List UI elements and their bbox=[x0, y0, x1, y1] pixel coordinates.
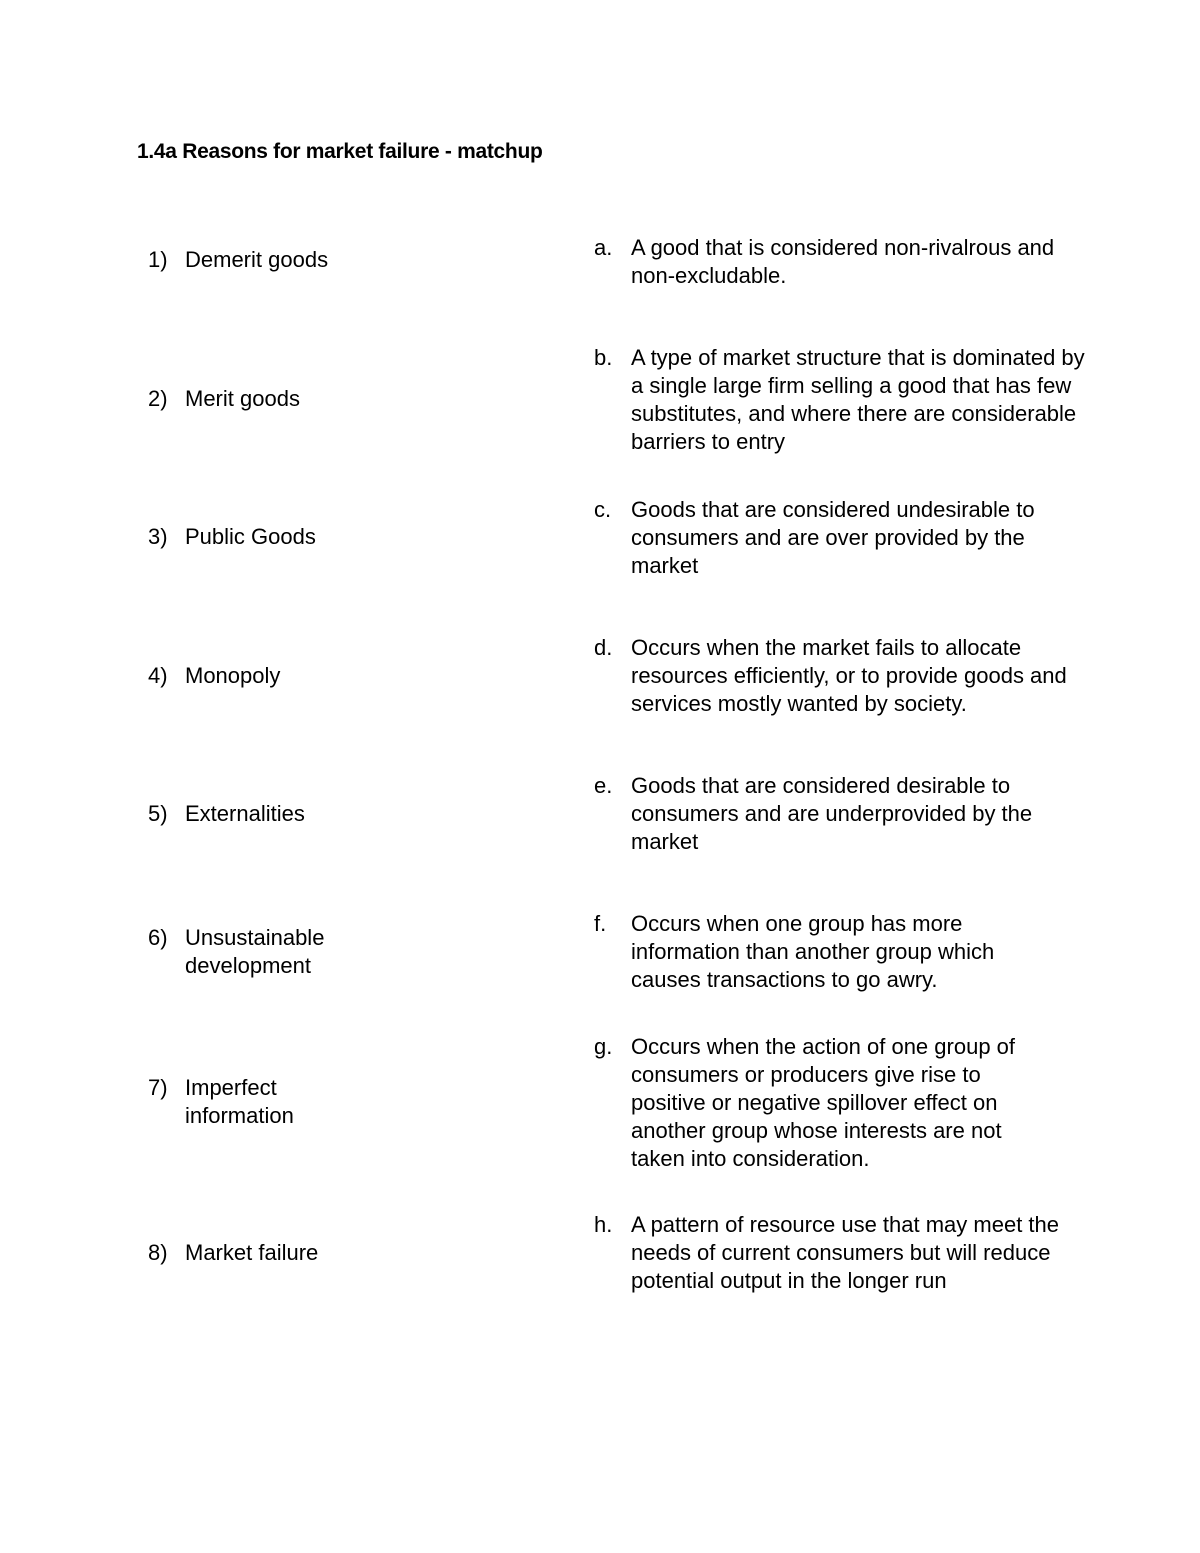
definition-letter: h. bbox=[594, 1212, 613, 1237]
term-text: Imperfect information bbox=[185, 1075, 294, 1128]
definition-letter: d. bbox=[594, 635, 613, 660]
term-item-7 bbox=[148, 1074, 325, 1130]
term-item-1 bbox=[148, 246, 385, 274]
term-text: Externalities bbox=[185, 801, 305, 826]
definition-text: Occurs when one group has more information than another group which causes transactions to go awry. bbox=[631, 911, 995, 992]
term-text: Demerit goods bbox=[185, 247, 329, 272]
term-text: Merit goods bbox=[185, 386, 300, 411]
page-title: 1.4a Reasons for market failure - matchup bbox=[137, 140, 543, 163]
definition-letter: a. bbox=[594, 235, 613, 260]
term-number: 6) bbox=[148, 925, 168, 950]
definition-item-f bbox=[594, 910, 1051, 994]
definition-letter: g. bbox=[594, 1034, 613, 1059]
definition-item-b bbox=[594, 344, 1091, 456]
definition-text: A pattern of resource use that may meet the needs of current consumers but will reduce potential output in the longer run bbox=[631, 1212, 1060, 1293]
definition-text: Goods that are considered desirable to consumers and are underprovided by the market bbox=[631, 773, 1033, 854]
term-text: Unsustainable development bbox=[185, 925, 325, 978]
definition-item-h bbox=[594, 1211, 1061, 1295]
term-number: 2) bbox=[148, 386, 168, 411]
term-text: Monopoly bbox=[185, 663, 281, 688]
term-item-5 bbox=[148, 800, 385, 828]
term-number: 8) bbox=[148, 1240, 168, 1265]
definition-letter: f. bbox=[594, 911, 607, 936]
term-number: 7) bbox=[148, 1075, 168, 1100]
definition-letter: e. bbox=[594, 773, 613, 798]
term-text: Market failure bbox=[185, 1240, 319, 1265]
definition-letter: b. bbox=[594, 345, 613, 370]
term-number: 3) bbox=[148, 524, 168, 549]
term-item-4 bbox=[148, 662, 385, 690]
term-number: 1) bbox=[148, 247, 168, 272]
definition-text: Occurs when the market fails to allocate resources efficiently, or to provide goods and services mostly wanted by society. bbox=[631, 635, 1067, 716]
term-number: 5) bbox=[148, 801, 168, 826]
definition-text: Goods that are considered undesirable to consumers and are over provided by the market bbox=[631, 497, 1035, 578]
term-item-6 bbox=[148, 924, 350, 980]
definition-text: Occurs when the action of one group of consumers or producers give rise to positive or negative spillover effect on another group whose interests are not taken into consideration. bbox=[631, 1034, 1016, 1171]
term-text: Public Goods bbox=[185, 524, 316, 549]
definition-text: A good that is considered non-rivalrous and non-excludable. bbox=[631, 235, 1055, 288]
term-item-8 bbox=[148, 1239, 385, 1267]
term-number: 4) bbox=[148, 663, 168, 688]
definition-item-d bbox=[594, 634, 1091, 718]
definition-item-a bbox=[594, 234, 1061, 290]
definition-item-c bbox=[594, 496, 1091, 580]
term-item-3 bbox=[148, 523, 385, 551]
definition-item-e bbox=[594, 772, 1091, 856]
term-item-2 bbox=[148, 385, 385, 413]
definition-item-g bbox=[594, 1033, 1061, 1173]
definition-text: A type of market structure that is dominated by a single large firm selling a good that has few substitutes, and where there are considerable barriers to entry bbox=[631, 345, 1085, 454]
definition-letter: c. bbox=[594, 497, 612, 522]
